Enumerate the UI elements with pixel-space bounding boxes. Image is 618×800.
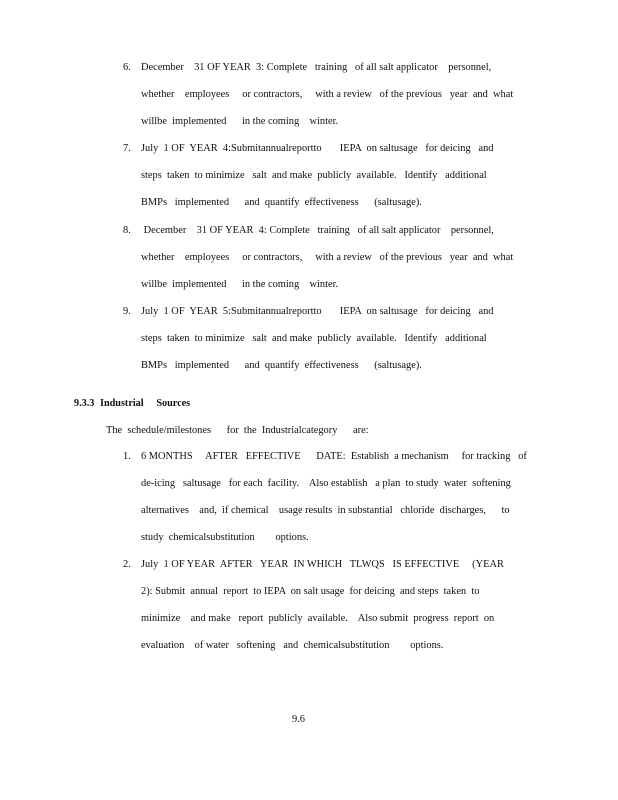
list-item-line: December 31 OF YEAR 4: Complete training of all salt applicator personnel, <box>141 225 494 236</box>
list-item-number: 9. <box>123 306 131 317</box>
list-item-number: 7. <box>123 143 131 154</box>
section-intro: The schedule/milestones for the Industrialcategory are: <box>106 425 369 436</box>
list-item-line: evaluation of water softening and chemicalsubstitution options. <box>141 640 444 651</box>
list-item-line: 6 MONTHS AFTER EFFECTIVE DATE: Establish a mechanism for tracking of <box>141 451 527 462</box>
list-item-line: BMPs implemented and quantify effectiveness (saltusage). <box>141 197 422 208</box>
list-item-line: steps taken to minimize salt and make publicly available. Identify additional <box>141 170 487 181</box>
list-item-line: whether employees or contractors, with a review of the previous year and what <box>141 89 514 100</box>
list-item-line: steps taken to minimize salt and make publicly available. Identify additional <box>141 333 487 344</box>
list-item-line: minimize and make report publicly available. Also submit progress report on <box>141 613 495 624</box>
section-number: 9.3.3 <box>74 398 95 409</box>
list-item-line: de-icing saltusage for each facility. Also establish a plan to study water softening <box>141 478 511 489</box>
list-item-line: willbe implemented in the coming winter. <box>141 279 339 290</box>
list-item-line: BMPs implemented and quantify effectiveness (saltusage). <box>141 360 422 371</box>
list-item-line: 2): Submit annual report to IEPA on salt usage for deicing and steps taken to <box>141 586 480 597</box>
list-item-line: December 31 OF YEAR 3: Complete training of all salt applicator personnel, <box>141 62 492 73</box>
list-item-number: 1. <box>123 451 131 462</box>
list-item-line: whether employees or contractors, with a review of the previous year and what <box>141 252 514 263</box>
list-item-number: 6. <box>123 62 131 73</box>
list-item-number: 2. <box>123 559 131 570</box>
section-title: Industrial Sources <box>100 398 191 409</box>
list-item-line: July 1 OF YEAR 5:Submitannualreportto IEPA on saltusage for deicing and <box>141 306 494 317</box>
page-number: 9.6 <box>292 714 305 725</box>
list-item-line: alternatives and, if chemical usage results in substantial chloride discharges, to <box>141 505 510 516</box>
list-item-number: 8. <box>123 225 131 236</box>
list-item-line: July 1 OF YEAR 4:Submitannualreportto IEPA on saltusage for deicing and <box>141 143 494 154</box>
list-item-line: July 1 OF YEAR AFTER YEAR IN WHICH TLWQS IS EFFECTIVE (YEAR <box>141 559 504 570</box>
list-item-line: willbe implemented in the coming winter. <box>141 116 339 127</box>
list-item-line: study chemicalsubstitution options. <box>141 532 309 543</box>
